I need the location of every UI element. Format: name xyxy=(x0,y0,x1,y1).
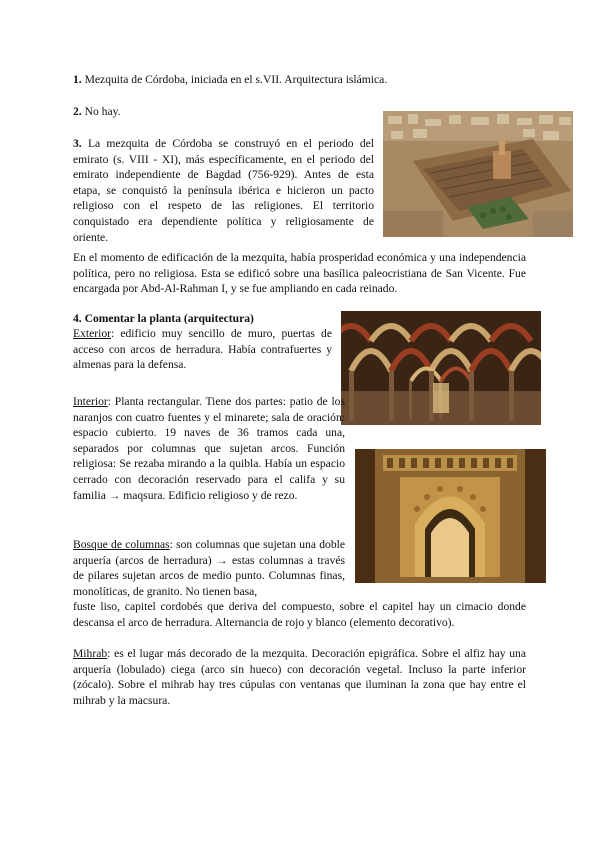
answer-3 xyxy=(73,136,374,245)
mihrab-label: Mihrab xyxy=(73,647,108,660)
answer-3-number: 3. xyxy=(73,137,82,150)
exterior-paragraph xyxy=(73,326,332,373)
column-forest-photo xyxy=(341,311,541,425)
mihrab-photo xyxy=(355,449,546,583)
aerial-mosque-photo xyxy=(383,111,573,237)
exterior-label: Exterior xyxy=(73,327,111,340)
mihrab-text: : es el lugar más decorado de la mezquita. Decoración epigráfica. Sobre el alfiz hay una arquería (lobulado) ciega (arco sin hueco) con decoración vegetal. Incluso la parte inferior (zócalo). Sobre el mihrab hay tres cúpulas con ventanas que iluminan la zona que hay entre el mihrab y la macsura. xyxy=(73,647,526,707)
mihrab-paragraph xyxy=(73,646,526,708)
section-4-heading: 4. Comentar la planta (arquitectura) xyxy=(73,312,254,325)
answer-2-number: 2. xyxy=(73,105,82,118)
answer-1-number: 1. xyxy=(73,73,82,86)
answer-2-text: No hay. xyxy=(81,105,121,118)
interior-paragraph xyxy=(73,394,345,503)
answer-3-text: La mezquita de Córdoba se construyó en el periodo del emirato (s. VIII - XI), más específicamente, en el periodo del emirato independiente de Bagdad (756-929). Antes de esta etapa, se conquistó la península ibérica e hicieron un pacto religioso con el respeto de las religiones. El territorio conquistado era dependiente política y religiosamente de oriente. xyxy=(73,137,374,244)
interior-label: Interior xyxy=(73,395,108,408)
bosque-text: : son columnas que sujetan una doble arquería (arcos de herradura) → estas columnas a través de pilares sujetan arcos de medio punto. Columnas finas, monolíticas, de granito. No tienen basa, xyxy=(73,538,345,598)
interior-text: : Planta rectangular. Tiene dos partes: patio de los naranjos con cuatro fuentes y el minarete; sala de oración: espacio cubierto. 19 naves de 36 tramos cada una, separados por columnas que sujetan arcos. Función religiosa: Se rezaba mirando a la quibla. Había un espacio cerrado con decoración reservado para el califa y su familia → maqsura. Edificio religioso y de rezo. xyxy=(73,395,345,502)
answer-1 xyxy=(73,72,526,88)
exterior-text: : edificio muy sencillo de muro, puertas de acceso con arcos de herradura. Había contrafuertes y almenas para la defensa. xyxy=(73,327,332,372)
bosque-continuation: fuste liso, capitel cordobés que deriva del compuesto, sobre el capitel hay un cimacio donde descansa el arco de herradura. Alternancia de rojo y blanco (elemento decorativo). xyxy=(73,600,526,629)
bosque-paragraph xyxy=(73,537,345,599)
bosque-label: Bosque de columnas xyxy=(73,538,170,551)
paragraph-context: En el momento de edificación de la mezquita, había prosperidad económica y una independencia política, pero no religiosa. Esta se edificó sobre una basílica paleocristiana de San Vicente. Fue encargada por Abd-Al-Rahman I, y se fue ampliando en cada reinado. xyxy=(73,251,526,296)
answer-1-text: Mezquita de Córdoba, iniciada en el s.VII. Arquitectura islámica. xyxy=(81,73,388,86)
